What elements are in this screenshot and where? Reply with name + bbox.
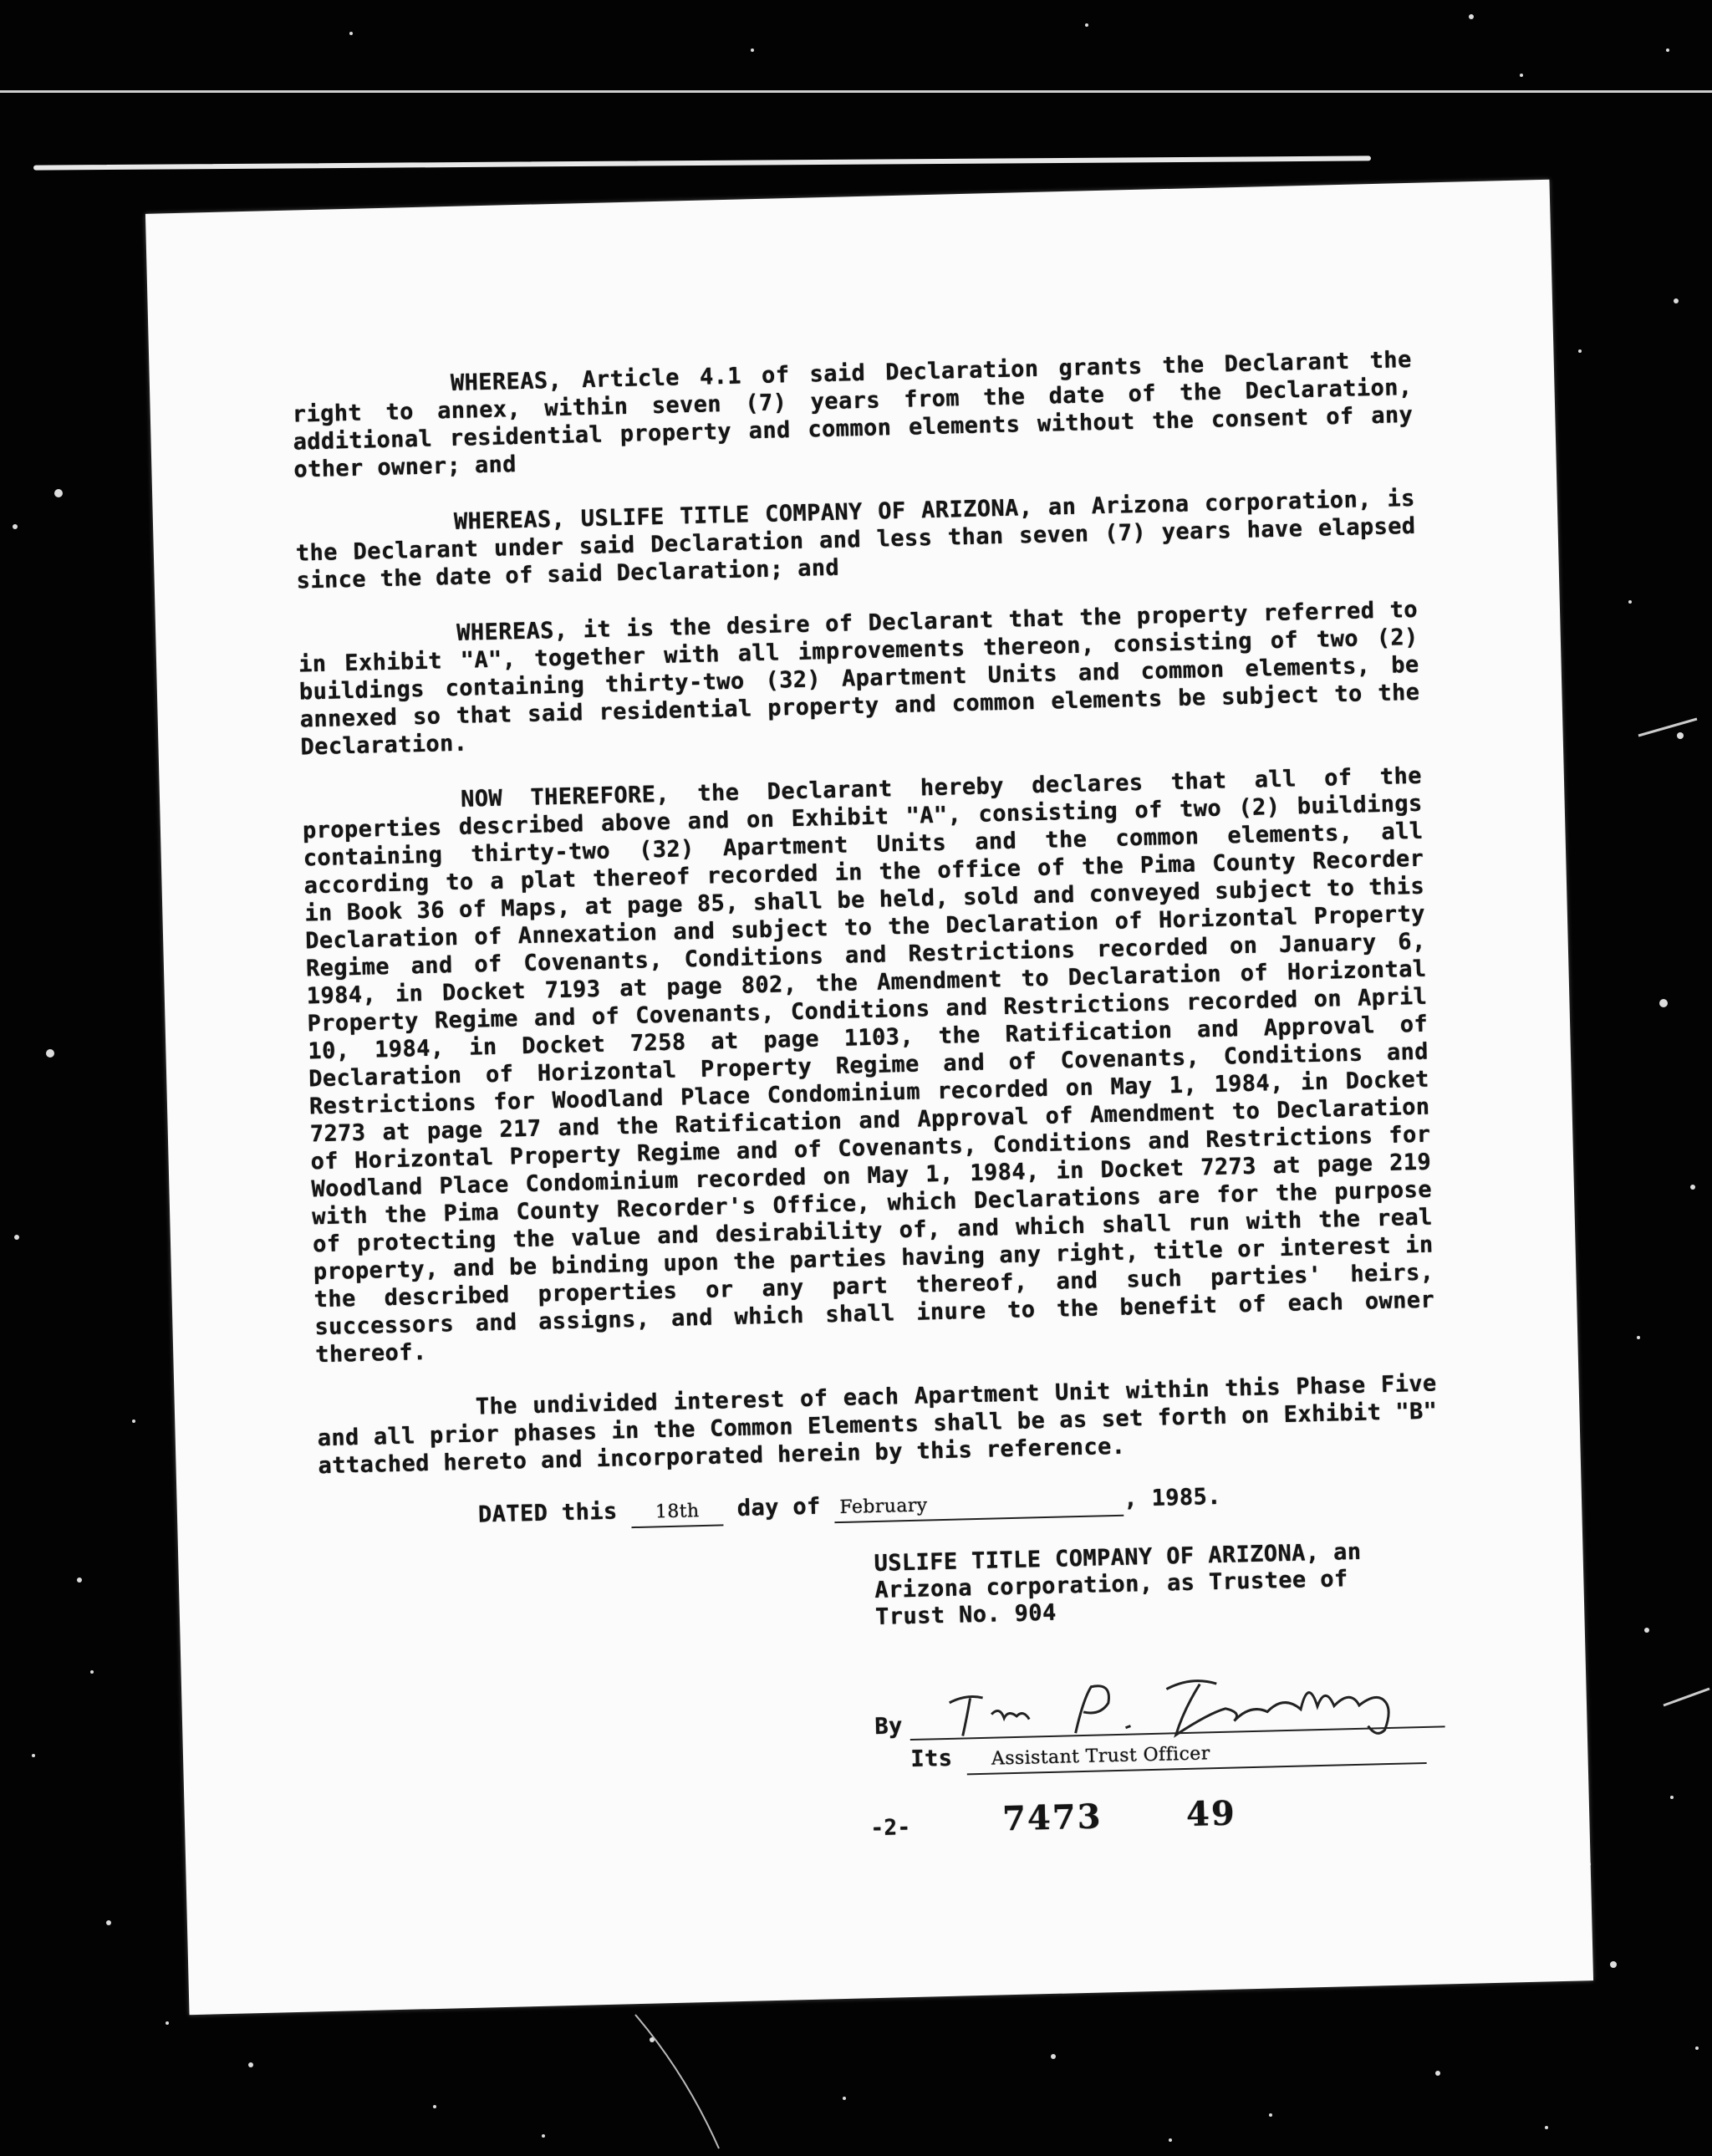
document-page bbox=[145, 180, 1593, 2015]
now-therefore-paragraph: NOW THEREFORE, the Declarant hereby declares that all of the properties described above and on Exhibit "A", consisting of two (2) buildings containing thirty-two (32) Apartment Units and the common elements, all according to a plat thereof recorded in the office of the Pima County Recorder in Book 36 of Maps, at page 85, shall be held, sold and conveyed subject to this Declaration of Annexation and subject to the Declaration of Horizontal Property Regime and of Covenants, Conditions and Restrictions recorded on January 6, 1984, in Docket 7193 at page 802, the Amendment to Declaration of Horizontal Property Regime and of Covenants, Conditions and Restrictions recorded on April 10, 1984, in Docket 7258 at page 1103, the Ratification and Approval of Declaration of Horizontal Property Regime and of Covenants, Conditions and Restrictions for Woodland Place Condominium recorded on May 1, 1984, in Docket 7273 at page 217 and the Ratification and Approval of Amendment to Declaration of Horizontal Property Regime and of Covenants, Conditions and Restrictions for Woodland Place Condominium recorded on May 1, 1984, in Docket 7273 at page 219 with the Pima County Recorder's Office, which Declarations are for the purpose of protecting the value and desirability of, and which shall run with the real property, and be binding upon the parties having any right, title or interest in the described properties or any part thereof, and such parties' heirs, successors and assigns, and which shall inure to the benefit of each owner thereof. bbox=[302, 762, 1435, 1369]
trustee-line: USLIFE TITLE COMPANY OF ARIZONA, an bbox=[874, 1538, 1362, 1577]
docket-page-number: 49 bbox=[1185, 1793, 1237, 1834]
document-body bbox=[292, 346, 1448, 1863]
page-number: -2- bbox=[870, 1815, 911, 1842]
scan-edge-line bbox=[0, 90, 1712, 93]
dated-prefix: DATED this bbox=[477, 1498, 618, 1528]
officer-title: Assistant Trust Officer bbox=[966, 1735, 1427, 1775]
dated-day-field: 18th bbox=[631, 1496, 724, 1528]
trustee-line: Trust No. 904 bbox=[874, 1599, 1057, 1631]
trustee-line: Arizona corporation, as Trustee of bbox=[874, 1566, 1348, 1604]
dated-month-field: February bbox=[834, 1487, 1124, 1523]
trustee-block bbox=[874, 1537, 1442, 1631]
dated-middle: day of bbox=[736, 1493, 822, 1522]
signature-block bbox=[874, 1665, 1444, 1771]
whereas-desire-paragraph: WHEREAS, it is the desire of Declarant that the property referred to in Exhibit "A", together with all improvements thereon, consisting of two (2) buildings containing thirty-two (32) Apartment Units and common elements, be annexed so that said residential property and common elements be subject to the Declaration. bbox=[298, 596, 1420, 761]
its-label: Its bbox=[910, 1745, 953, 1773]
whereas-annex-paragraph: WHEREAS, Article 4.1 of said Declaration grants the Declarant the right to annex, within seven (7) years from the date of the Declaration, additional residential property and common elements without the consent of any other owner; and bbox=[292, 346, 1414, 483]
docket-number: 7473 bbox=[1001, 1797, 1103, 1839]
by-label: By bbox=[874, 1713, 904, 1741]
page-footer bbox=[870, 1794, 1448, 1850]
undivided-interest-paragraph: The undivided interest of each Apartment Unit within this Phase Five and all prior phases in the Common Elements shall be as set forth on Exhibit "B" attached hereto and incorporated herein by this reference. bbox=[317, 1370, 1438, 1480]
dated-line bbox=[478, 1477, 1440, 1532]
dated-suffix: , 1985. bbox=[1123, 1483, 1222, 1512]
whereas-declarant-paragraph: WHEREAS, USLIFE TITLE COMPANY OF ARIZONA, an Arizona corporation, is the Declarant under said Declaration and less than seven (7) years have elapsed since the date of said Declaration; and bbox=[295, 485, 1416, 594]
